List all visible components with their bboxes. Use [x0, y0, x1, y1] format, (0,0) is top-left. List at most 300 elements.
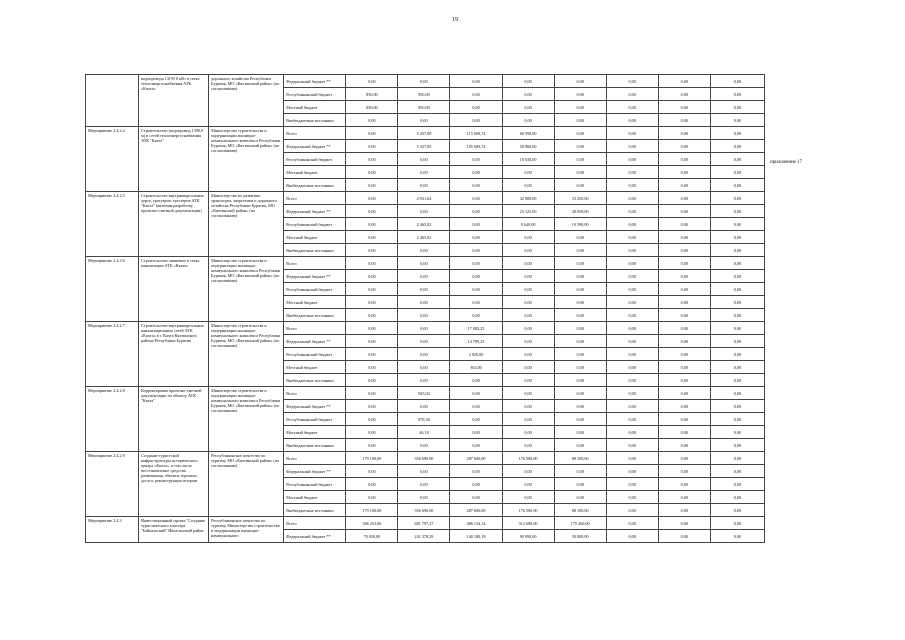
budget-table-container	[85, 74, 765, 640]
value-cell: 0,00	[606, 530, 658, 543]
measure-name: Инвестиционный проект "Создание туристического кластера "Байкальский" Иволгинский район	[139, 517, 209, 543]
value-cell: 0,00	[606, 244, 658, 257]
value-cell: 0,00	[450, 75, 502, 88]
measure-id: Мероприятие 2.4.2.7	[86, 322, 139, 387]
value-cell: 176 500,00	[502, 452, 554, 465]
value-cell: 2 465,82	[398, 231, 450, 244]
value-cell: 0,00	[450, 270, 502, 283]
value-cell: 0,00	[606, 478, 658, 491]
value-cell: 0,00	[346, 270, 398, 283]
value-cell: 0,00	[554, 88, 606, 101]
value-cell: 0,00	[606, 218, 658, 231]
value-cell: 925,04	[398, 387, 450, 400]
value-cell: 850,00	[346, 88, 398, 101]
value-cell: 0,00	[710, 244, 764, 257]
funding-source: Внебюджетные источники	[284, 244, 346, 257]
value-cell: 0,00	[554, 166, 606, 179]
value-cell: 0,00	[658, 361, 710, 374]
value-cell: 0,00	[606, 439, 658, 452]
value-cell: 0,00	[606, 452, 658, 465]
value-cell: 0,00	[658, 504, 710, 517]
value-cell: 0,00	[502, 374, 554, 387]
value-cell: 878,38	[398, 413, 450, 426]
value-cell: 0,00	[398, 153, 450, 166]
funding-source: Внебюджетные источники	[284, 309, 346, 322]
value-cell: 2 920,00	[450, 348, 502, 361]
value-cell: 0,00	[450, 283, 502, 296]
value-cell: 850,00	[346, 101, 398, 114]
value-cell: 0,00	[450, 218, 502, 231]
value-cell: 0,00	[710, 491, 764, 504]
table-row	[86, 75, 765, 88]
value-cell: 0,00	[554, 127, 606, 140]
value-cell: 0,00	[346, 75, 398, 88]
value-cell: 0,00	[606, 192, 658, 205]
value-cell: 46,18	[398, 426, 450, 439]
value-cell: 0,00	[606, 140, 658, 153]
value-cell: 0,00	[502, 283, 554, 296]
value-cell: 90 090,00	[502, 530, 554, 543]
value-cell: 312 680,00	[502, 517, 554, 530]
funding-source: Внебюджетные источники	[284, 179, 346, 192]
value-cell: 0,00	[346, 166, 398, 179]
value-cell: 10 590,00	[554, 218, 606, 231]
value-cell: 0,00	[658, 283, 710, 296]
value-cell: 0,00	[398, 270, 450, 283]
value-cell: 0,00	[346, 400, 398, 413]
value-cell: 0,00	[658, 400, 710, 413]
value-cell: 0,00	[606, 114, 658, 127]
value-cell: 0,00	[606, 387, 658, 400]
funding-source: Местный бюджет	[284, 361, 346, 374]
value-cell: 0,00	[710, 127, 764, 140]
value-cell: 0,00	[658, 374, 710, 387]
value-cell: 50 960,00	[502, 140, 554, 153]
table-row	[86, 452, 765, 465]
value-cell: 0,00	[554, 114, 606, 127]
value-cell: 0,00	[658, 517, 710, 530]
value-cell: 0,00	[450, 439, 502, 452]
value-cell: 0,00	[658, 491, 710, 504]
value-cell: 0,00	[502, 88, 554, 101]
value-cell: 0,00	[450, 374, 502, 387]
measure-executor: дорожного хозяйства Республики Бурятия, МО «Кяхтинский район» (по согласованию)	[209, 75, 284, 127]
funding-source: Местный бюджет	[284, 426, 346, 439]
value-cell: 0,00	[710, 335, 764, 348]
value-cell: 0,00	[606, 296, 658, 309]
value-cell: 0,00	[554, 348, 606, 361]
value-cell: 88 100,00	[554, 504, 606, 517]
value-cell: 0,00	[658, 114, 710, 127]
value-cell: 0,00	[450, 244, 502, 257]
value-cell: 0,00	[710, 205, 764, 218]
value-cell: 40 058,00	[554, 205, 606, 218]
value-cell: 0,00	[502, 322, 554, 335]
value-cell: 0,00	[658, 179, 710, 192]
value-cell: 0,00	[658, 75, 710, 88]
value-cell: 306 253,06	[346, 517, 398, 530]
value-cell: 0,00	[502, 348, 554, 361]
value-cell: 0,00	[398, 348, 450, 361]
value-cell: 0,00	[346, 153, 398, 166]
funding-source: Всего	[284, 127, 346, 140]
value-cell: 17 082,25	[450, 322, 502, 335]
value-cell: 0,00	[346, 283, 398, 296]
value-cell: 0,00	[710, 257, 764, 270]
value-cell: 0,00	[658, 348, 710, 361]
value-cell: 0,00	[606, 309, 658, 322]
value-cell: 0,00	[658, 231, 710, 244]
value-cell: 0,00	[346, 465, 398, 478]
value-cell: 0,00	[606, 322, 658, 335]
value-cell: 0,00	[658, 270, 710, 283]
value-cell: 14 799,25	[450, 335, 502, 348]
value-cell: 0,00	[346, 127, 398, 140]
value-cell: 0,00	[502, 465, 554, 478]
value-cell: 0,00	[450, 400, 502, 413]
value-cell: 32 000,00	[502, 192, 554, 205]
table-row	[86, 127, 765, 140]
value-cell: 850,00	[398, 88, 450, 101]
measure-name: Корректировка проектно-сметной документации по объекту АТК "Кяхта"	[139, 387, 209, 452]
funding-source: Всего	[284, 257, 346, 270]
value-cell: 0,00	[658, 322, 710, 335]
measure-id: Мероприятие 2.4.2.5	[86, 192, 139, 257]
table-row	[86, 192, 765, 205]
value-cell: 0,00	[398, 400, 450, 413]
value-cell: 0,00	[450, 166, 502, 179]
measure-id: Мероприятие 2.4.3	[86, 517, 139, 543]
value-cell: 0,00	[658, 101, 710, 114]
value-cell: 0,00	[658, 452, 710, 465]
funding-source: Республиканский бюджет	[284, 478, 346, 491]
value-cell: 0,00	[606, 231, 658, 244]
value-cell: 0,00	[554, 101, 606, 114]
value-cell: 0,00	[554, 426, 606, 439]
value-cell: 0,00	[346, 231, 398, 244]
funding-source: Внебюджетные источники	[284, 374, 346, 387]
value-cell: 179 100,00	[346, 452, 398, 465]
funding-source: Республиканский бюджет	[284, 413, 346, 426]
value-cell: 0,00	[502, 75, 554, 88]
value-cell: 0,00	[398, 283, 450, 296]
table-row	[86, 257, 765, 270]
value-cell: 0,00	[710, 270, 764, 283]
value-cell: 0,00	[658, 296, 710, 309]
value-cell: 0,00	[554, 231, 606, 244]
value-cell: 0,00	[658, 127, 710, 140]
measure-executor: Министерство по развитию транспорта, энергетики и дорожного хозяйства Республики Бурятия, МО «Кяхтинский район» (по согласованию)	[209, 192, 284, 257]
value-cell: 0,00	[710, 400, 764, 413]
value-cell: 0,00	[398, 166, 450, 179]
value-cell: 88 100,00	[554, 452, 606, 465]
value-cell: 23 123,00	[502, 205, 554, 218]
measure-executor: Республиканское агентство по туризму, МО «Кяхтинский район» (по согласованию)	[209, 452, 284, 517]
value-cell: 0,00	[606, 179, 658, 192]
value-cell: 0,00	[554, 322, 606, 335]
value-cell: 60 590,00	[502, 127, 554, 140]
value-cell: 0,00	[606, 491, 658, 504]
value-cell: 486 134,14	[450, 517, 502, 530]
value-cell: 0,00	[710, 309, 764, 322]
table-row	[86, 322, 765, 335]
value-cell: 0,00	[554, 478, 606, 491]
value-cell: 0,00	[450, 179, 502, 192]
value-cell: 0,00	[450, 205, 502, 218]
measure-executor: Республиканское агентство по туризму, Министерство строительства и модернизации жилищно-коммунального	[209, 517, 284, 543]
value-cell: 0,00	[554, 153, 606, 166]
value-cell: 0,00	[554, 387, 606, 400]
measure-id: Мероприятие 2.4.2.9	[86, 452, 139, 517]
value-cell: 0,00	[450, 114, 502, 127]
value-cell: 0,00	[346, 244, 398, 257]
table-row	[86, 517, 765, 530]
measure-executor: Министерство строительства и модернизации жилищно-коммунального комплекса Республики Бурятия, МО «Кяхтинский район» (по согласованию)	[209, 387, 284, 452]
value-cell: 179 100,00	[346, 504, 398, 517]
value-cell: 0,00	[398, 309, 450, 322]
value-cell: 0,00	[658, 244, 710, 257]
value-cell: 0,00	[346, 478, 398, 491]
value-cell: 0,00	[346, 257, 398, 270]
value-cell: 0,00	[502, 335, 554, 348]
funding-source: Федеральный бюджет **	[284, 530, 346, 543]
value-cell: 0,00	[658, 530, 710, 543]
value-cell: 0,00	[450, 192, 502, 205]
value-cell: 0,00	[502, 166, 554, 179]
value-cell: 0,00	[346, 413, 398, 426]
value-cell: 0,00	[346, 179, 398, 192]
funding-source: Федеральный бюджет **	[284, 205, 346, 218]
value-cell: 0,00	[554, 75, 606, 88]
funding-source: Внебюджетные источники	[284, 439, 346, 452]
value-cell: 0,00	[554, 361, 606, 374]
value-cell: 363,00	[450, 361, 502, 374]
value-cell: 0,00	[658, 439, 710, 452]
value-cell: 0,00	[554, 374, 606, 387]
value-cell: 0,00	[554, 270, 606, 283]
value-cell: 0,00	[502, 231, 554, 244]
value-cell: 0,00	[346, 218, 398, 231]
table-row	[86, 387, 765, 400]
value-cell: 140 180,18	[450, 530, 502, 543]
value-cell: 0,00	[450, 413, 502, 426]
funding-source: Местный бюджет	[284, 491, 346, 504]
side-note: приложение 17	[770, 160, 803, 165]
value-cell: 0,00	[606, 257, 658, 270]
value-cell: 0,00	[346, 309, 398, 322]
value-cell: 0,00	[450, 296, 502, 309]
value-cell: 0,00	[606, 166, 658, 179]
funding-source: Республиканский бюджет	[284, 153, 346, 166]
value-cell: 176 500,00	[502, 504, 554, 517]
value-cell: 0,00	[346, 114, 398, 127]
measure-name: Строительство (водопровод 1390,0 м) в сетей теплоэнергоснабжения АТК "Кяхта"	[139, 127, 209, 192]
measure-id: Мероприятие 2.4.2.4	[86, 127, 139, 192]
budget-table	[85, 74, 765, 543]
value-cell: 0,00	[502, 101, 554, 114]
value-cell: 0,00	[710, 283, 764, 296]
value-cell: 0,00	[658, 465, 710, 478]
value-cell: 0,00	[606, 426, 658, 439]
value-cell: 0,00	[710, 387, 764, 400]
funding-source: Всего	[284, 322, 346, 335]
value-cell: 0,00	[606, 335, 658, 348]
funding-source: Федеральный бюджет **	[284, 400, 346, 413]
funding-source: Всего	[284, 192, 346, 205]
funding-source: Федеральный бюджет **	[284, 270, 346, 283]
funding-source: Республиканский бюджет	[284, 88, 346, 101]
value-cell: 0,00	[398, 439, 450, 452]
value-cell: 0,00	[502, 426, 554, 439]
value-cell: 30 000,00	[554, 530, 606, 543]
value-cell: 0,00	[502, 270, 554, 283]
value-cell: 356 690,00	[398, 452, 450, 465]
value-cell: 0,00	[502, 361, 554, 374]
value-cell: 0,00	[398, 361, 450, 374]
funding-source: Местный бюджет	[284, 101, 346, 114]
value-cell: 0,00	[606, 127, 658, 140]
value-cell: 0,00	[710, 192, 764, 205]
value-cell: 0,00	[710, 75, 764, 88]
value-cell: 0,00	[658, 218, 710, 231]
value-cell: 0,00	[554, 296, 606, 309]
value-cell: 0,00	[710, 218, 764, 231]
funding-source: Местный бюджет	[284, 296, 346, 309]
value-cell: 9 640,00	[502, 218, 554, 231]
value-cell: 0,00	[398, 257, 450, 270]
page-number: 19	[452, 17, 458, 23]
value-cell: 0,00	[554, 283, 606, 296]
value-cell: 0,00	[554, 335, 606, 348]
value-cell: 0,00	[554, 140, 606, 153]
value-cell: 0,00	[554, 257, 606, 270]
value-cell: 0,00	[658, 478, 710, 491]
value-cell: 175 260,00	[554, 517, 606, 530]
value-cell: 0,00	[502, 296, 554, 309]
value-cell: 0,00	[346, 426, 398, 439]
value-cell: 0,00	[606, 153, 658, 166]
value-cell: 0,00	[658, 153, 710, 166]
value-cell: 0,00	[398, 322, 450, 335]
value-cell: 115 608,74	[450, 127, 502, 140]
value-cell: 0,00	[710, 517, 764, 530]
value-cell: 0,00	[450, 88, 502, 101]
funding-source: Всего	[284, 387, 346, 400]
value-cell: 0,00	[450, 153, 502, 166]
value-cell: 0,00	[710, 88, 764, 101]
value-cell: 10 630,00	[502, 153, 554, 166]
value-cell: 0,00	[346, 335, 398, 348]
value-cell: 0,00	[346, 387, 398, 400]
value-cell: 0,00	[398, 478, 450, 491]
value-cell: 0,00	[658, 309, 710, 322]
value-cell: 0,00	[502, 491, 554, 504]
funding-source: Всего	[284, 452, 346, 465]
value-cell: 33 250,00	[554, 192, 606, 205]
value-cell: 0,00	[606, 348, 658, 361]
value-cell: 0,00	[606, 504, 658, 517]
measure-name: водопровода 13193 0 кВт в сетях теплоэнергоснабжения АТК «Кяхта»	[139, 75, 209, 127]
value-cell: 0,00	[502, 309, 554, 322]
value-cell: 0,00	[710, 478, 764, 491]
value-cell: 5 437,00	[398, 127, 450, 140]
value-cell: 0,00	[502, 478, 554, 491]
value-cell: 5 437,00	[398, 140, 450, 153]
value-cell: 0,00	[606, 374, 658, 387]
value-cell: 0,00	[710, 361, 764, 374]
value-cell: 0,00	[606, 400, 658, 413]
value-cell: 0,00	[450, 387, 502, 400]
measure-name: Строительство внутриквартальных дорог, тротуаров, трестеров АТК "Кяхта" (включая разработку проектно-сметной документации)	[139, 192, 209, 257]
value-cell: 0,00	[710, 101, 764, 114]
value-cell: 0,00	[502, 439, 554, 452]
value-cell: 0,00	[398, 114, 450, 127]
value-cell: 0,00	[710, 166, 764, 179]
value-cell: 850,00	[398, 101, 450, 114]
value-cell: 0,00	[710, 348, 764, 361]
value-cell: 0,00	[606, 88, 658, 101]
value-cell: 287 600,00	[450, 504, 502, 517]
measure-id: Мероприятие 2.4.2.6	[86, 257, 139, 322]
value-cell: 0,00	[710, 426, 764, 439]
funding-source: Республиканский бюджет	[284, 348, 346, 361]
value-cell: 0,00	[502, 387, 554, 400]
value-cell: 0,00	[554, 413, 606, 426]
value-cell: 0,00	[710, 452, 764, 465]
value-cell: 0,00	[554, 400, 606, 413]
value-cell: 0,00	[710, 322, 764, 335]
value-cell: 0,00	[606, 361, 658, 374]
value-cell: 0,00	[554, 465, 606, 478]
value-cell: 0,00	[710, 413, 764, 426]
value-cell: 0,00	[658, 88, 710, 101]
value-cell: 0,00	[606, 465, 658, 478]
value-cell: 0,00	[658, 413, 710, 426]
value-cell: 0,00	[346, 439, 398, 452]
value-cell: 0,00	[502, 400, 554, 413]
value-cell: 0,00	[710, 114, 764, 127]
value-cell: 0,00	[346, 296, 398, 309]
value-cell: 0,00	[450, 491, 502, 504]
value-cell: 0,00	[606, 270, 658, 283]
value-cell: 0,00	[450, 101, 502, 114]
value-cell: 0,00	[398, 244, 450, 257]
value-cell: 0,00	[398, 335, 450, 348]
funding-source: Федеральный бюджет **	[284, 465, 346, 478]
value-cell: 4 931,64	[398, 192, 450, 205]
value-cell: 0,00	[502, 413, 554, 426]
funding-source: Внебюджетные источники	[284, 504, 346, 517]
value-cell: 0,00	[710, 504, 764, 517]
value-cell: 0,00	[658, 166, 710, 179]
value-cell: 287 600,00	[450, 452, 502, 465]
value-cell: 0,00	[658, 205, 710, 218]
value-cell: 0,00	[658, 335, 710, 348]
value-cell: 0,00	[554, 309, 606, 322]
measure-name: Строительство внутриквартальных канализационных сетей АТК «Кяхта» в г. Кяхта Кяхтинского района Республики Бурятия	[139, 322, 209, 387]
value-cell: 0,00	[346, 322, 398, 335]
funding-source: Федеральный бюджет **	[284, 335, 346, 348]
value-cell: 0,00	[606, 413, 658, 426]
funding-source: Внебюджетные источники	[284, 114, 346, 127]
value-cell: 0,00	[502, 114, 554, 127]
value-cell: 0,00	[710, 231, 764, 244]
value-cell: 0,00	[346, 140, 398, 153]
value-cell: 0,00	[346, 192, 398, 205]
value-cell: 0,00	[710, 179, 764, 192]
value-cell: 0,00	[710, 153, 764, 166]
measure-name: Создание туристской инфраструктуры исторического центра «Кяхта», в том числе восстановление средства размещения, объекты торговли, досуга, реконструкция истории	[139, 452, 209, 517]
